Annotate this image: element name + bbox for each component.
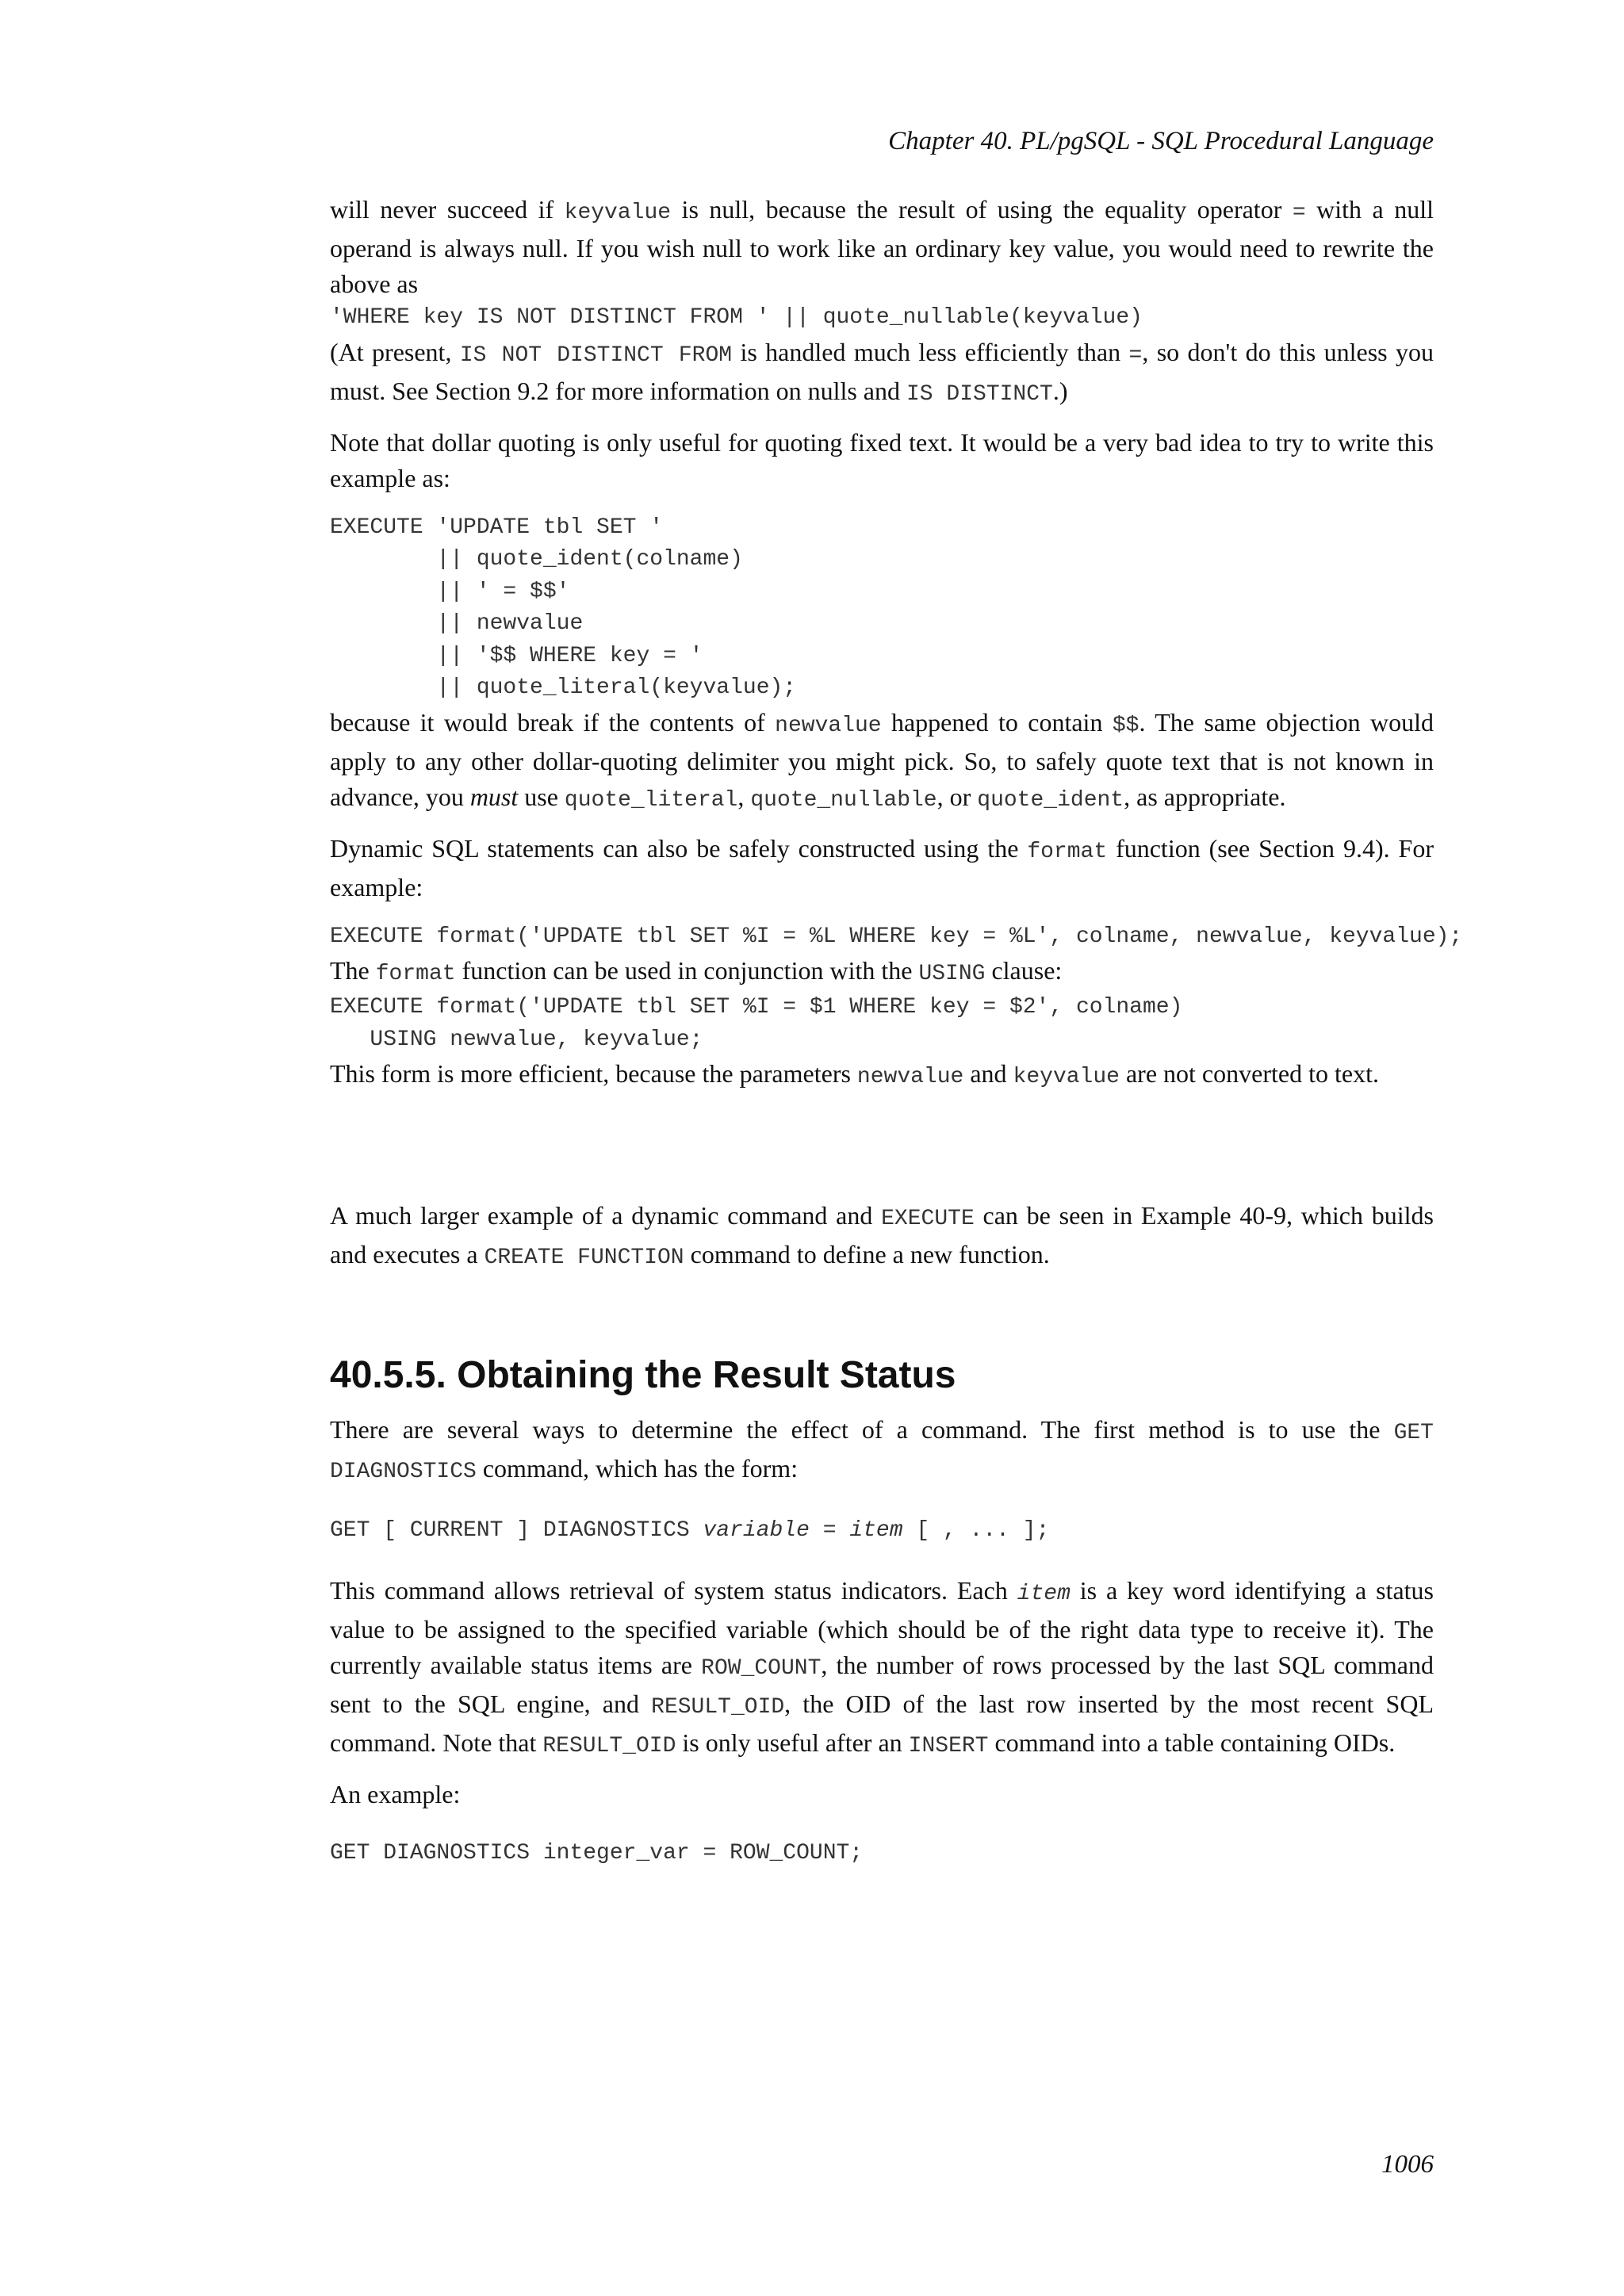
inline-code: = <box>1128 342 1143 368</box>
text: is only useful after an <box>676 1728 909 1757</box>
page-body <box>330 192 1463 1869</box>
inline-code: format <box>375 962 456 986</box>
inline-code: item <box>1017 1581 1071 1606</box>
paragraph-dollar-quoting: Note that dollar quoting is only useful for quoting fixed text. It would be a very bad idea to try to write this example as: <box>330 427 1434 492</box>
inline-code: INSERT <box>908 1733 989 1758</box>
text: .) <box>1052 376 1068 405</box>
text: . The same objection would apply to any other dollar-quoting delimiter you might pick. So, to safely quote text that is not known in advance, you <box>330 707 1434 811</box>
text: function (see Section 9.4). For example: <box>330 833 1434 901</box>
section-heading: 40.5.5. Obtaining the Result Status <box>330 1354 956 1396</box>
inline-code: format <box>1027 839 1108 864</box>
text: can be seen in Example 40-9, which builds and executes a <box>330 1201 1434 1269</box>
inline-code: IS NOT DISTINCT FROM <box>459 342 733 368</box>
code-text: = <box>809 1518 850 1543</box>
page-number: 1006 <box>1381 2150 1434 2179</box>
text: because it would break if the contents of <box>330 707 776 737</box>
inline-code: ROW_COUNT <box>701 1655 822 1681</box>
paragraph-larger-example <box>330 1198 1434 1276</box>
code-text: [ , ... ]; <box>902 1518 1050 1543</box>
text: This form is more efficient, because the parameters <box>330 1059 857 1088</box>
text: is null, because the result of using the equality operator <box>671 195 1293 224</box>
paragraph-dynamic-sql-format <box>330 831 1434 905</box>
code-block-get-diagnostics-syntax <box>330 1515 1434 1548</box>
code-block-quote-nullable: 'WHERE key IS NOT DISTINCT FROM ' || quote_nullable(keyvalue) <box>330 305 1143 330</box>
inline-code: newvalue <box>856 1065 964 1089</box>
inline-code: RESULT_OID <box>651 1694 785 1720</box>
inline-code: quote_literal <box>564 787 738 813</box>
inline-code: keyvalue <box>564 201 672 225</box>
inline-code: RESULT_OID <box>542 1733 676 1758</box>
text: will never succeed if <box>330 195 565 224</box>
text: command to define a new function. <box>684 1240 1050 1269</box>
text: This command allows retrieval of system status indicators. Each <box>330 1575 1017 1605</box>
text: A much larger example of a dynamic command and <box>330 1201 882 1230</box>
inline-code: = <box>1292 201 1306 225</box>
paragraph-more-efficient <box>330 1056 1434 1095</box>
inline-code: USING <box>918 962 986 986</box>
paragraph-an-example: An example: <box>330 1779 461 1808</box>
text: happened to contain <box>881 707 1113 737</box>
text: , the number of rows processed by the last SQL command sent to the SQL engine, and <box>330 1650 1434 1718</box>
text: with a null operand is always null. If you wish null to work like an ordinary key value, you would need to rewrite the above as <box>330 195 1434 298</box>
inline-code: quote_ident <box>977 787 1124 813</box>
code-text: GET [ CURRENT ] DIAGNOSTICS <box>330 1518 703 1543</box>
paragraph-status-indicators <box>330 1573 1434 1764</box>
inline-code: $$ <box>1112 713 1139 738</box>
text: use <box>518 782 565 811</box>
paragraph-get-diagnostics-intro <box>330 1412 1434 1490</box>
paragraph-would-break <box>330 705 1434 818</box>
emphasis: must <box>469 782 519 811</box>
paragraph-null-equality <box>330 192 1434 302</box>
text: function can be used in conjunction with the <box>455 956 919 985</box>
paragraph-format-using <box>330 953 1434 992</box>
text: command, which has the form: <box>476 1454 799 1483</box>
code-block-bad-example: EXECUTE 'UPDATE tbl SET ' || quote_ident(colname) || ' = $$' || newvalue || '$$ WHERE key = ' || quote_literal(keyvalue); <box>330 515 797 700</box>
inline-code: keyvalue <box>1013 1065 1120 1089</box>
inline-code: IS DISTINCT <box>906 381 1053 407</box>
text: Dynamic SQL statements can also be safely constructed using the <box>330 833 1028 863</box>
running-header: Chapter 40. PL/pgSQL - SQL Procedural Language <box>888 127 1434 155</box>
text: , <box>737 782 751 811</box>
paragraph-at-present <box>330 335 1434 412</box>
code-block-get-diagnostics-example: GET DIAGNOSTICS integer_var = ROW_COUNT; <box>330 1840 864 1866</box>
code-block-format-example: EXECUTE format('UPDATE tbl SET %I = %L WHERE key = %L', colname, newvalue, keyvalue); <box>330 924 1463 949</box>
code-placeholder: item <box>849 1518 903 1543</box>
text: and <box>963 1059 1013 1088</box>
inline-code: GET DIAGNOSTICS <box>330 1421 1434 1484</box>
text: , so don't do this unless you must. See Section 9.2 for more information on nulls and <box>330 337 1434 405</box>
inline-code: quote_nullable <box>750 787 937 813</box>
text: command into a table containing OIDs. <box>988 1728 1396 1757</box>
text: clause: <box>985 956 1063 985</box>
text: , as appropriate. <box>1124 782 1286 811</box>
code-block-format-using: EXECUTE format('UPDATE tbl SET %I = $1 WHERE key = $2', colname) USING newvalue, keyvalue; <box>330 995 1183 1052</box>
text: is handled much less efficiently than <box>732 337 1129 366</box>
text: , the OID of the last row inserted by the most recent SQL command. Note that <box>330 1689 1434 1757</box>
code-placeholder: variable <box>703 1518 810 1543</box>
text: There are several ways to determine the effect of a command. The first method is to use the <box>330 1415 1394 1444</box>
inline-code: EXECUTE <box>881 1207 975 1231</box>
text: (At present, <box>330 337 460 366</box>
text: are not converted to text. <box>1119 1059 1379 1088</box>
text: is a key word identifying a status value to be assigned to the specified variable (which should be of the right data type to receive it). The currently available status items are <box>330 1575 1434 1679</box>
inline-code: CREATE FUNCTION <box>484 1246 684 1270</box>
inline-code: newvalue <box>775 713 882 738</box>
text: , or <box>936 782 978 811</box>
text: The <box>330 956 376 985</box>
